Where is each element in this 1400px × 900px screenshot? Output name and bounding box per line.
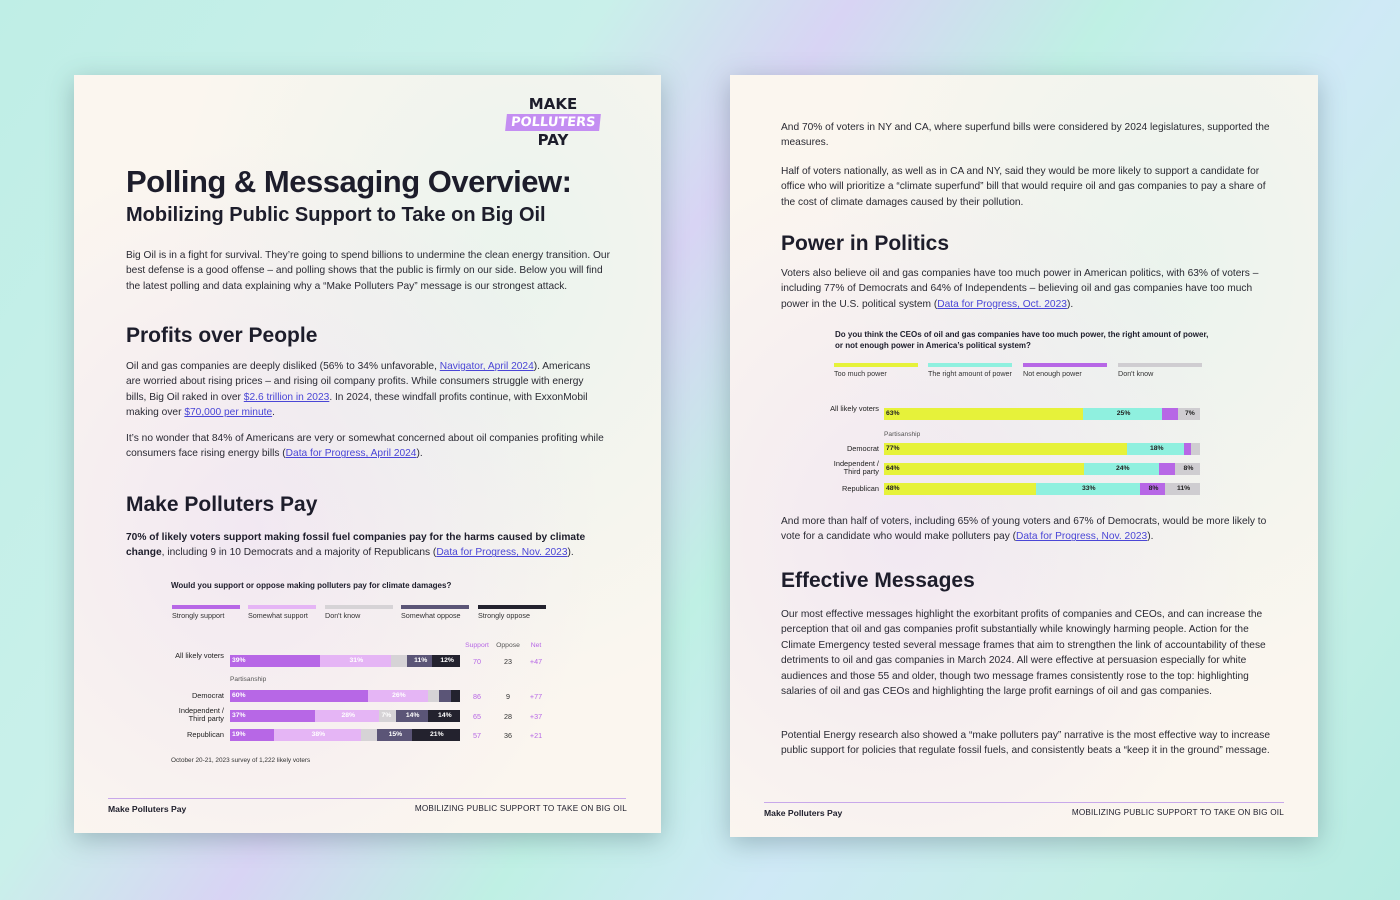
legend-swatch [1118, 363, 1202, 367]
chart2-bar-segment: 25% [1083, 408, 1162, 420]
chart1-bar-segment [439, 690, 451, 702]
chart1-bar [230, 710, 460, 722]
logo-line-make: MAKE [528, 95, 578, 113]
text-run: . [272, 407, 275, 419]
chart1-legend-item [478, 605, 546, 621]
chart1-oppose-value: 28 [504, 712, 512, 721]
chart2-bar-segment [1162, 408, 1178, 420]
chart2-row-label: Republican [842, 484, 879, 493]
chart1-bar-segment [428, 690, 440, 702]
section-heading-effective: Effective Messages [781, 569, 975, 592]
chart1-support-value: 86 [473, 692, 481, 701]
chart2-bar-segment: 48% [884, 483, 1036, 495]
link-dfp-april-2024[interactable]: Data for Progress, April 2024 [285, 448, 417, 460]
chart1-bar-segment: 19% [230, 729, 274, 741]
chart1-net-value: +47 [529, 657, 543, 666]
chart2-bar-segment [1159, 463, 1175, 475]
chart1-oppose-value: 36 [504, 731, 512, 740]
legend-label: The right amount of power [928, 369, 1012, 378]
legend-label: Don't know [325, 611, 361, 620]
chart1-bar-segment: 37% [230, 710, 315, 722]
chart1-col-oppose: Oppose [496, 642, 520, 649]
chart1-support-value: 70 [473, 657, 481, 666]
power-paragraph [781, 266, 1271, 312]
chart1-support-value: 65 [473, 712, 481, 721]
footer-left-text: Make Polluters Pay [108, 804, 187, 814]
chart1-bar-segment: 21% [412, 729, 460, 741]
effective-paragraph-1: Our most effective messages highlight the exorbitant profits of companies and CEOs, and can increase the perception that oil and gas companies profit substantially while knowingly harming people. Action for the Climate Emergency tested several message frames that aim to strengthen the link of accountability of these detriments to oil and gas companies in March 2024. All were effective at persuasion especially for white audiences and those 55 and older, though two message frames consistently rose to the top: highlighting salaries of oil and gas CEOs and highlighting the large profit earnings of oil and gas companies. [781, 609, 1266, 698]
chart2-bar-segment: 64% [884, 463, 1084, 475]
chart2-bar [884, 463, 1200, 475]
link-dfp-nov-2023[interactable]: Data for Progress, Nov. 2023 [436, 547, 568, 559]
text-run: Voters also believe oil and gas companies have too much power in American politics, with 63% of voters – including 77% of Democrats and 64% of Independents – believing oil and gas companies have too much power in the U.S. political system ( [781, 268, 1259, 310]
text-run: It’s no wonder that 84% of Americans are very or somewhat concerned about oil companies profiting while consumers face rising energy bills ( [126, 433, 604, 460]
chart1-col-net: Net [530, 642, 542, 649]
link-profits-2023[interactable]: $2.6 trillion in 2023 [243, 391, 330, 403]
chart2-bar-segment: 7% [1178, 408, 1200, 420]
section-heading-profits: Profits over People [126, 324, 318, 347]
mpp-bold-text: 70% of likely voters support making fossil fuel companies pay for the harms caused by climate change [126, 532, 586, 559]
chart1-net-value: +37 [529, 712, 543, 721]
chart2-bar-segment: 11% [1165, 483, 1200, 495]
legend-label: Somewhat support [248, 611, 308, 620]
text-run: Oil and gas companies are deeply disliked (56% to 34% unfavorable, [126, 361, 440, 372]
legend-swatch [1023, 363, 1107, 367]
legend-swatch [478, 605, 546, 609]
chart2-row-label: All likely voters [830, 404, 879, 413]
chart2-bar [884, 443, 1200, 455]
profits-paragraph-1 [126, 359, 606, 421]
text-run: . In 2024, these windfall profits continue, with ExxonMobil making over [126, 391, 588, 419]
chart2-bar-segment: 24% [1084, 463, 1159, 475]
chart1-bar-segment [391, 655, 407, 667]
footer-right-text: MOBILIZING PUBLIC SUPPORT TO TAKE ON BIG OIL [1071, 808, 1284, 817]
footer-left-text: Make Polluters Pay [764, 808, 843, 818]
chart1-bar-segment: 14% [396, 710, 428, 722]
chart1-bar-segment: 14% [428, 710, 460, 722]
chart2-bar-segment [1191, 443, 1200, 455]
footer-right-text: MOBILIZING PUBLIC SUPPORT TO TAKE ON BIG OIL [414, 804, 627, 813]
chart2-bar [884, 483, 1200, 495]
chart1-legend-item [172, 605, 240, 621]
link-dfp-oct-2023[interactable]: Data for Progress, Oct. 2023 [937, 298, 1067, 310]
chart2-legend-item [1118, 363, 1202, 379]
chart1-bar-segment: 12% [432, 655, 460, 667]
chart1-bar-segment: 60% [230, 690, 368, 702]
legend-label: Not enough power [1023, 369, 1082, 378]
legend-label: Strongly support [172, 611, 225, 620]
legend-swatch [172, 605, 240, 609]
chart1-oppose-value: 23 [504, 657, 512, 666]
make-polluters-pay-logo [498, 95, 608, 155]
section-heading-power: Power in Politics [781, 232, 950, 255]
chart1-bar [230, 729, 460, 741]
chart1-footnote: October 20-21, 2023 survey of 1,222 likely voters [171, 757, 311, 764]
text-run: , including 9 in 10 Democrats and a majority of Republicans ( [161, 547, 437, 559]
footer-rule [108, 798, 626, 799]
legend-swatch [928, 363, 1012, 367]
text-run: ). [1066, 298, 1074, 310]
chart1-bar-segment [361, 729, 377, 741]
logo-line-polluters: POLLUTERS [505, 114, 601, 131]
chart1-bar-segment: 38% [274, 729, 361, 741]
chart1-bar [230, 655, 460, 667]
legend-swatch [401, 605, 469, 609]
legend-swatch [834, 363, 918, 367]
chart1-bar-segment: 39% [230, 655, 320, 667]
legend-label: Too much power [834, 369, 887, 378]
chart2-bar-segment: 63% [884, 408, 1083, 420]
chart2-bar-segment: 77% [884, 443, 1127, 455]
chart2-subhead: Partisanship [884, 431, 921, 438]
chart1-legend-item [248, 605, 316, 621]
chart2-legend-item [834, 363, 918, 379]
chart1-bar-segment: 11% [407, 655, 432, 667]
footer-rule [764, 802, 1284, 803]
chart1-legend-item [401, 605, 469, 621]
chart1-question: Would you support or oppose making polluters pay for climate damages? [171, 581, 452, 590]
chart1-bar-segment: 7% [379, 710, 395, 722]
p2-paragraph-1: And 70% of voters in NY and CA, where superfund bills were considered by 2024 legislatures, supported the measures. [781, 122, 1270, 149]
chart1-oppose-value: 9 [506, 692, 510, 701]
chart2-legend-item [1023, 363, 1107, 379]
legend-label: Strongly oppose [478, 611, 530, 620]
intro-paragraph: Big Oil is in a fight for survival. They’re going to spend billions to undermine the clean energy transition. Our best defense is a good offense – and polling shows that the public is firmly on our side. Below you will find the latest polling and data explaining why a “Make Polluters Pay” message is our strongest attack. [126, 250, 610, 292]
page-subtitle: Mobilizing Public Support to Take on Big Oil [126, 204, 546, 226]
after-chart-paragraph [781, 514, 1271, 545]
link-per-minute[interactable]: $70,000 per minute [184, 407, 273, 419]
chart1-bar-segment: 28% [315, 710, 379, 722]
chart2-bar-segment: 8% [1140, 483, 1165, 495]
document-page-1 [74, 75, 661, 833]
legend-label: Somewhat oppose [401, 611, 461, 620]
text-run: ). [1147, 531, 1154, 543]
chart2-bar [884, 408, 1200, 420]
chart1-row-label: All likely voters [175, 651, 224, 660]
chart2-question: Do you think the CEOs of oil and gas companies have too much power, the right amount of power, or not enough power in America’s political system? [835, 330, 1209, 350]
chart1-net-value: +77 [529, 692, 543, 701]
p2-paragraph-2: Half of voters nationally, as well as in CA and NY, said they would be more likely to support a candidate for office who will prioritize a “climate superfund” bill that would require oil and gas companies to pay a share of the cost of climate damages caused by their pollution. [781, 166, 1266, 208]
chart1-row-label: Democrat [191, 691, 224, 700]
legend-label: Don't know [1118, 369, 1154, 378]
chart1-bar-segment: 15% [377, 729, 412, 741]
text-run: And more than half of voters, including 65% of young voters and 67% of Democrats, would be more likely to vote for a candidate who would make polluters pay ( [781, 516, 1267, 543]
link-dfp-nov-2023-b[interactable]: Data for Progress, Nov. 2023 [1016, 531, 1148, 543]
text-run: ). [416, 448, 423, 460]
link-navigator[interactable]: Navigator, April 2024 [439, 361, 534, 372]
chart1-bar-segment: 26% [368, 690, 428, 702]
chart2-bar-segment: 33% [1036, 483, 1140, 495]
chart2-row-label: Democrat [846, 444, 879, 453]
page-title: Polling & Messaging Overview: [126, 164, 572, 199]
document-page-2 [730, 75, 1318, 837]
legend-swatch [325, 605, 393, 609]
chart1-bar-segment [451, 690, 460, 702]
chart1-net-value: +21 [529, 731, 543, 740]
chart1-row-label: Independent / Third party [178, 706, 224, 723]
chart1-legend-item [325, 605, 393, 621]
logo-line-pay: PAY [537, 131, 569, 149]
text-run: ). [567, 547, 574, 559]
chart2-bar-segment: 8% [1175, 463, 1200, 475]
chart1-subhead: Partisanship [230, 676, 267, 683]
chart1-row-label: Republican [187, 730, 224, 739]
chart2-legend-item [928, 363, 1012, 379]
chart1-col-support: Support [465, 642, 489, 649]
text-run: ). Americans are worried about rising prices – and rising oil company profits. While consumers struggle with energy bills, Big Oil raked in over [126, 361, 591, 403]
chart1-bar-segment: 31% [320, 655, 391, 667]
mpp-paragraph [126, 530, 596, 561]
chart2-bar-segment: 18% [1127, 443, 1184, 455]
section-heading-mpp: Make Polluters Pay [126, 493, 318, 516]
chart2-row-label: Independent / Third party [833, 459, 879, 476]
chart1-bar [230, 690, 460, 702]
legend-swatch [248, 605, 316, 609]
effective-paragraph-2: Potential Energy research also showed a “make polluters pay” narrative is the most effective way to increase public support for policies that regulate fossil fuels, and consistently beats a “keep it in the ground” message. [781, 730, 1271, 757]
chart1-support-value: 57 [473, 731, 481, 740]
profits-paragraph-2 [126, 431, 606, 462]
